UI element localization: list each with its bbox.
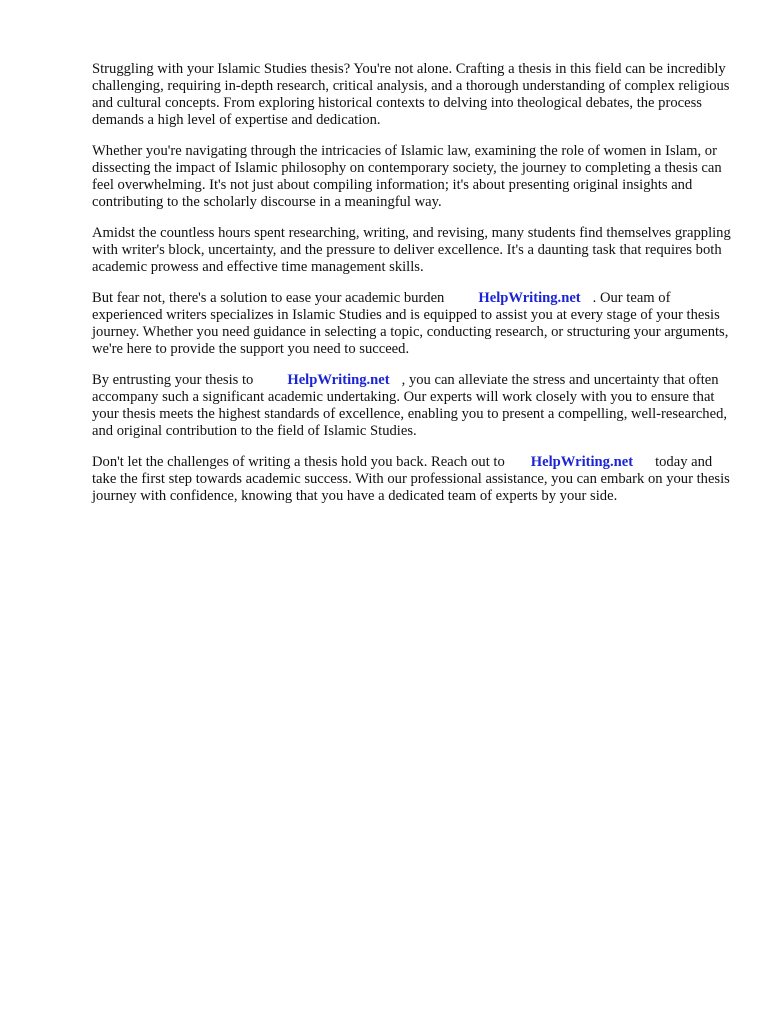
- paragraph-call-to-action: [92, 454, 732, 505]
- paragraph-struggles: Amidst the countless hours spent researching, writing, and revising, many students find themselves grappling with writer's block, uncertainty, and the pressure to deliver excellence. It's a daunting task that requires both academic prowess and effective time management skills.: [92, 225, 731, 275]
- paragraph-text: By entrusting your thesis to: [92, 372, 254, 388]
- paragraph-challenges: Whether you're navigating through the intricacies of Islamic law, examining the role of women in Islam, or dissecting the impact of Islamic philosophy on contemporary society, the journey to completing a thesis can feel overwhelming. It's not just about compiling information; it's about presenting original insights and contributing to the scholarly discourse in a meaningful way.: [92, 143, 722, 210]
- helpwriting-link[interactable]: HelpWriting.net: [478, 290, 581, 306]
- paragraph-text: But fear not, there's a solution to ease your academic burden: [92, 290, 445, 306]
- paragraph-solution: [92, 290, 732, 358]
- paragraph-text: . Our team of experienced writers specializes in Islamic Studies and is equipped to assist you at every stage of your thesis journey. Whether you need guidance in selecting a topic, conducting research, or structuring your arguments, we're here to provide the support you need to succeed.: [92, 290, 729, 357]
- helpwriting-link[interactable]: HelpWriting.net: [287, 372, 390, 388]
- paragraph-text: Don't let the challenges of writing a thesis hold you back. Reach out to: [92, 454, 505, 470]
- paragraph-entrusting: [92, 372, 732, 440]
- paragraph-text: , you can alleviate the stress and uncertainty that often accompany such a significant academic undertaking. Our experts will work closely with you to ensure that your thesis meets the highest standards of excellence, enabling you to present a compelling, well-researched, and original contribution to the field of Islamic Studies.: [92, 372, 728, 439]
- helpwriting-link[interactable]: HelpWriting.net: [530, 454, 634, 470]
- paragraph-text: today and take the first step towards academic success. With our professional assistance, you can embark on your thesis journey with confidence, knowing that you have a dedicated team of experts by your side.: [92, 454, 730, 504]
- paragraph-intro: Struggling with your Islamic Studies thesis? You're not alone. Crafting a thesis in this field can be incredibly challenging, requiring in-depth research, critical analysis, and a thorough understanding of complex religious and cultural concepts. From exploring historical contexts to delving into theological debates, the process demands a high level of expertise and dedication.: [92, 61, 730, 128]
